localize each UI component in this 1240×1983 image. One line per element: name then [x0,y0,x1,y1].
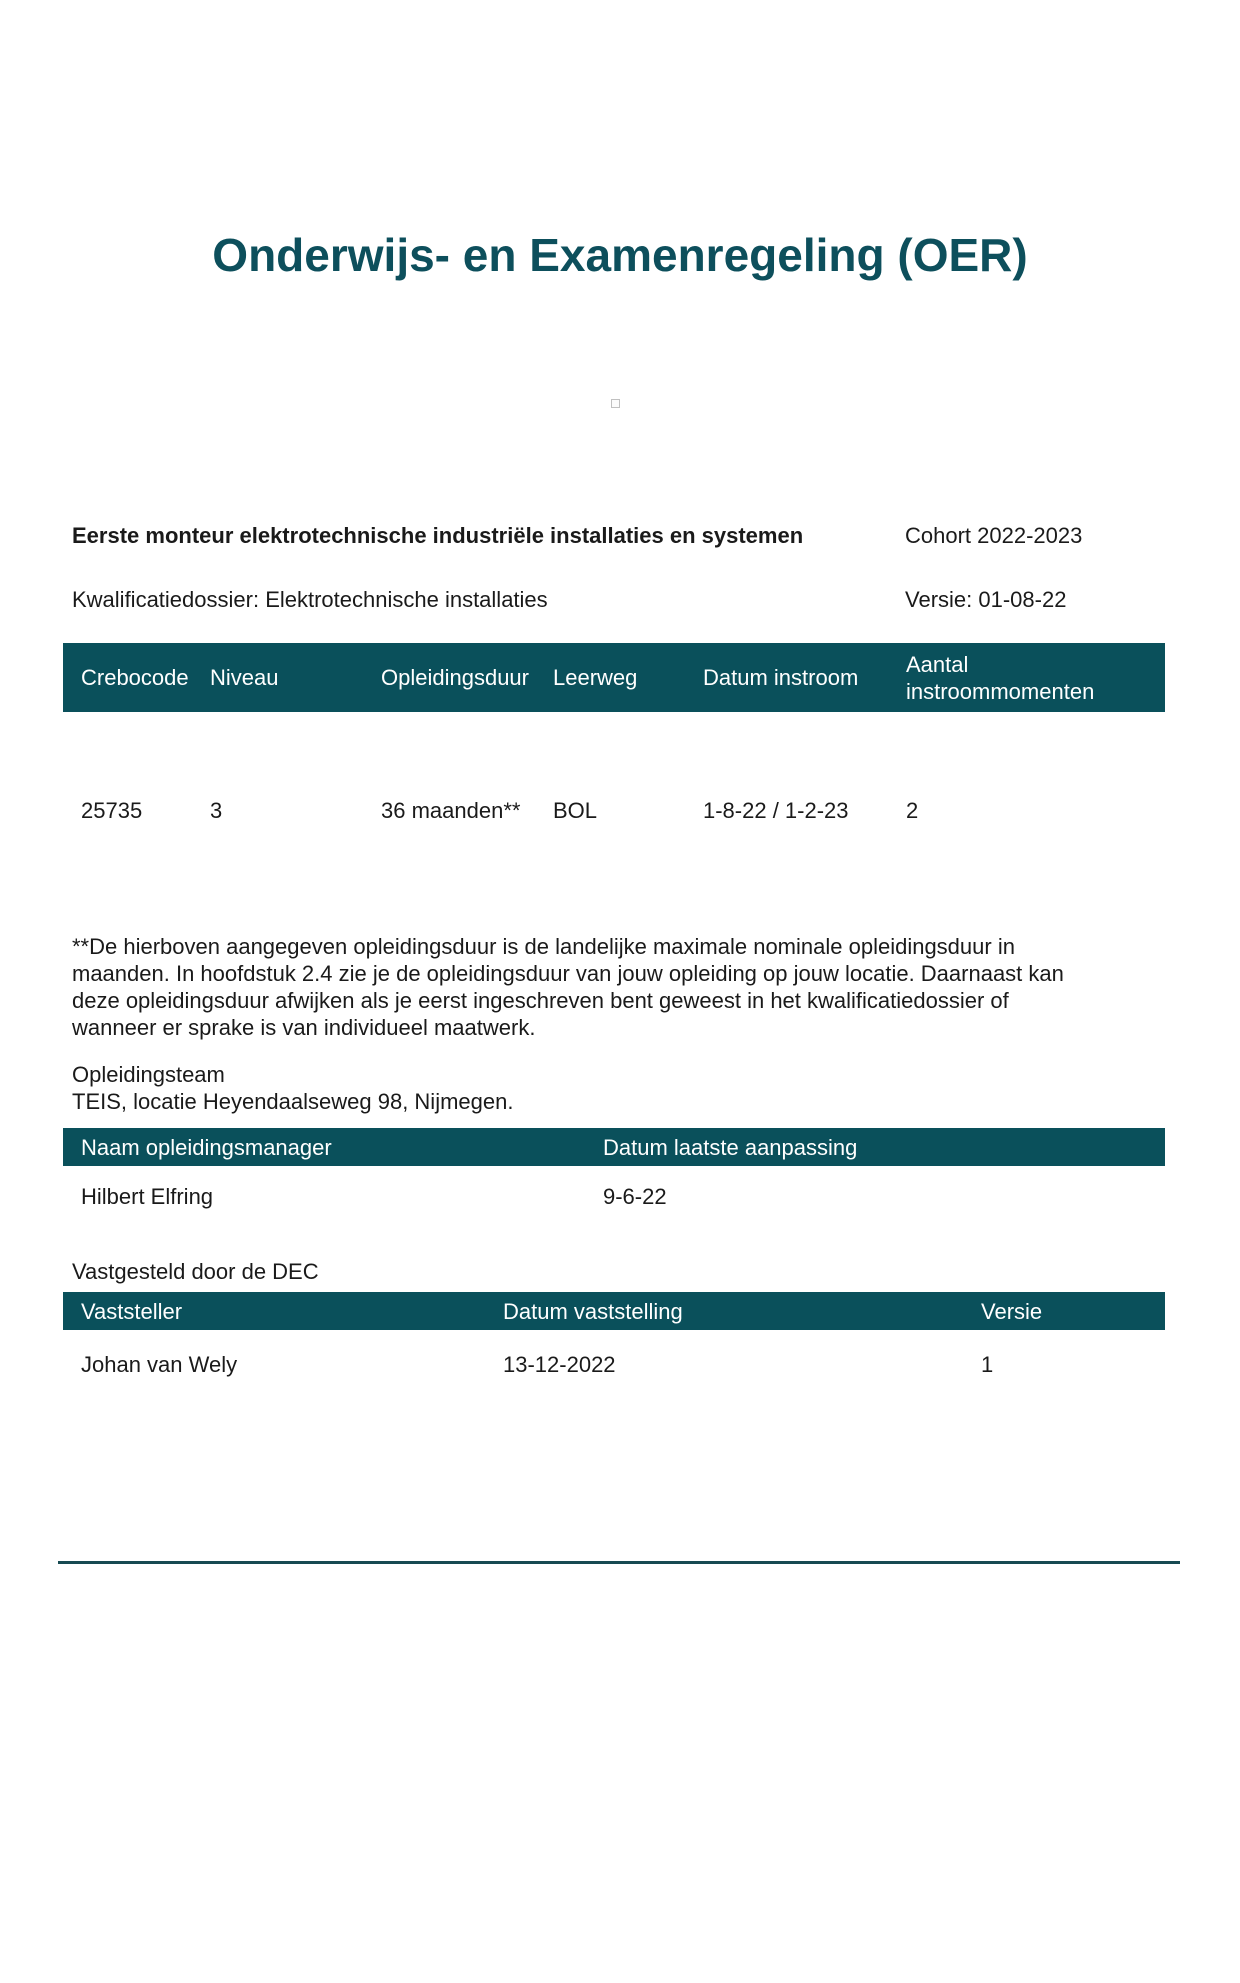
footer-divider-rule [58,1561,1180,1564]
cell-crebocode: 25735 [81,798,143,823]
cell-leerweg: BOL [553,798,598,823]
cell-aantal-instroommomenten: 2 [906,798,919,823]
dec-table [63,1292,1165,1378]
manager-table-header [63,1128,1165,1166]
header-datum-instroom: Datum instroom [703,665,859,690]
cell-manager-date: 9-6-22 [603,1184,667,1209]
duration-footnote: **De hierboven aangegeven opleidingsduur is de landelijke maximale nominale opleidingsduur in maanden. In hoofdstuk 2.4 zie je de opleidingsduur van jouw opleiding op jouw locatie. Daarnaast kan deze opleidingsduur afwijken als je eerst ingeschreven bent geweest in het kwalificatiedossier of wanneer er sprake is van individueel maatwerk. [72,934,1064,1040]
document-title: Onderwijs- en Examenregeling (OER) [212,229,1028,281]
header-leerweg: Leerweg [553,665,638,690]
program-table [63,643,1165,824]
opleidingsteam-location: TEIS, locatie Heyendaalseweg 98, Nijmegen. [72,1089,514,1114]
program-row [72,522,1180,549]
header-naam-opleidingsmanager: Naam opleidingsmanager [81,1134,332,1160]
dec-heading: Vastgesteld door de DEC [72,1259,319,1284]
cell-manager-name: Hilbert Elfring [81,1184,214,1209]
cell-datum-instroom: 1-8-22 / 1-2-23 [703,798,849,823]
cell-vaststeller: Johan van Wely [81,1352,238,1377]
cell-versie: 1 [981,1352,994,1377]
broken-image-placeholder-icon [611,399,620,408]
program-table-header [63,643,1165,712]
qualification-dossier: Kwalificatiedossier: Elektrotechnische installaties [72,587,548,612]
header-aantal-instroommomenten: Aantal instroommomenten [906,651,1095,704]
header-datum-laatste-aanpassing: Datum laatste aanpassing [603,1134,858,1160]
manager-table-row [63,1166,1165,1210]
cell-niveau: 3 [210,798,223,823]
header-crebocode: Crebocode [81,665,189,690]
program-name: Eerste monteur elektrotechnische industriële installaties en systemen [72,523,804,548]
version-label: Versie: 01-08-22 [905,587,1067,612]
header-opleidingsduur: Opleidingsduur [381,665,529,690]
dec-table-header [63,1292,1165,1330]
manager-table [63,1128,1165,1210]
qualification-row [72,586,1180,613]
cohort-label: Cohort 2022-2023 [905,523,1083,548]
opleidingsteam-label: Opleidingsteam [72,1062,225,1087]
header-vaststeller: Vaststeller [81,1298,183,1324]
program-table-row [63,712,1165,824]
cell-datum-vaststelling: 13-12-2022 [503,1352,616,1377]
opleidingsteam-block [72,1061,1240,1115]
header-versie: Versie [981,1298,1043,1324]
header-niveau: Niveau [210,665,279,690]
dec-table-row [63,1330,1165,1378]
header-datum-vaststelling: Datum vaststelling [503,1298,683,1324]
cell-opleidingsduur: 36 maanden** [381,798,521,823]
